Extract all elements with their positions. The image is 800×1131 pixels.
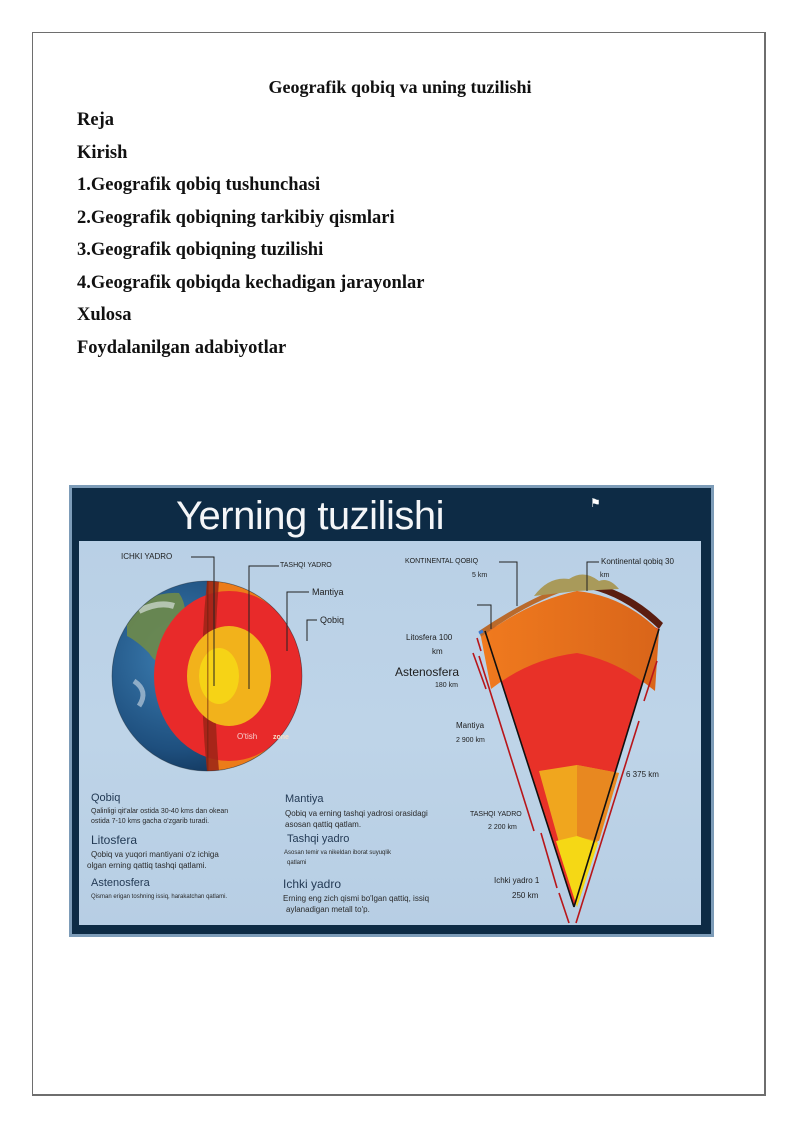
- label-zone: zone: [273, 734, 289, 741]
- label-asthenosphere-km: 180 km: [435, 682, 458, 689]
- label-wedge-outer-core-km: 2 200 km: [488, 824, 517, 831]
- label-lithosphere-km: km: [432, 647, 443, 656]
- label-wedge-mantle: Mantiya: [456, 721, 485, 730]
- toc-item-xulosa: Xulosa: [77, 305, 132, 325]
- label-outer-core: TASHQI YADRO: [280, 562, 332, 569]
- toc-item-1: 1.Geografik qobiq tushunchasi: [77, 175, 321, 195]
- desc-heading-litosfera: Litosfera: [91, 833, 138, 847]
- toc-item-reja: Reja: [77, 110, 114, 130]
- label-mantle: Mantiya: [312, 587, 344, 597]
- globe-illustration: [112, 557, 317, 781]
- desc-heading-astenosfera: Astenosfera: [91, 877, 150, 889]
- earth-wedge-illustration: [473, 562, 663, 923]
- label-wedge-inner-core-km: 250 km: [512, 891, 539, 900]
- figure-frame: [72, 488, 711, 934]
- desc-text-astenosfera: Qisman erigan toshning issiq, harakatchan qatlami.: [91, 894, 228, 900]
- label-continental-crust: Kontinental qobiq 30: [601, 557, 674, 566]
- desc-text-tashqi-yadro: Asosan temir va nikeldan iborat suyuqlik qatlami: [284, 850, 392, 866]
- document-title: Geografik qobiq va uning tuzilishi: [268, 77, 532, 97]
- label-earth-radius: 6 375 km: [626, 770, 659, 779]
- label-crust: Qobiq: [320, 615, 345, 625]
- label-lithosphere: Litosfera 100: [406, 633, 453, 642]
- figure-title: Yerning tuzilishi: [176, 494, 444, 538]
- label-wedge-outer-core: TASHQI YADRO: [470, 811, 522, 818]
- label-wedge-mantle-km: 2 900 km: [456, 737, 485, 744]
- label-continental-crust-km: km: [600, 572, 610, 579]
- desc-heading-mantiya: Mantiya: [285, 793, 324, 805]
- earth-structure-figure: [69, 485, 714, 937]
- desc-text-qobiq: Qalinligi qit'alar ostida 30-40 kms dan okean ostida 7-10 kms gacha o'zgarib turadi.: [91, 808, 229, 825]
- label-asthenosphere: Astenosfera: [395, 665, 460, 679]
- toc-item-kirish: Kirish: [77, 142, 128, 163]
- watermark-icon: ⚑: [590, 496, 601, 510]
- table-of-contents: [77, 108, 424, 368]
- desc-text-litosfera: Qobiq va yuqori mantiyani o'z ichiga olgan erning qattiq tashqi qatlami.: [87, 850, 219, 870]
- label-wedge-inner-core: Ichki yadro 1: [494, 876, 540, 885]
- desc-heading-qobiq: Qobiq: [91, 792, 121, 804]
- desc-heading-ichki-yadro: Ichki yadro: [283, 877, 342, 891]
- figure-panel: [79, 541, 701, 925]
- toc-item-adabiyotlar: Foydalanilgan adabiyotlar: [77, 337, 287, 358]
- desc-text-ichki-yadro: Erning eng zich qismi bo'lgan qattiq, issiq aylanadigan metall to'p.: [283, 894, 430, 914]
- desc-text-mantiya: Qobiq va erning tashqi yadrosi orasidagi asosan qattiq qatlam.: [285, 809, 428, 829]
- label-transition: O'tish: [237, 732, 258, 741]
- desc-heading-tashqi-yadro: Tashqi yadro: [287, 833, 350, 845]
- toc-item-3: 3.Geografik qobiqning tuzilishi: [77, 240, 324, 260]
- toc-item-4: 4.Geografik qobiqda kechadigan jarayonlar: [77, 272, 425, 293]
- label-oceanic-crust-km: 5 km: [472, 572, 488, 579]
- label-inner-core: ICHKI YADRO: [121, 552, 173, 561]
- label-oceanic-crust: KONTINENTAL QOBIQ: [405, 558, 479, 565]
- toc-item-2: 2.Geografik qobiqning tarkibiy qismlari: [77, 207, 395, 228]
